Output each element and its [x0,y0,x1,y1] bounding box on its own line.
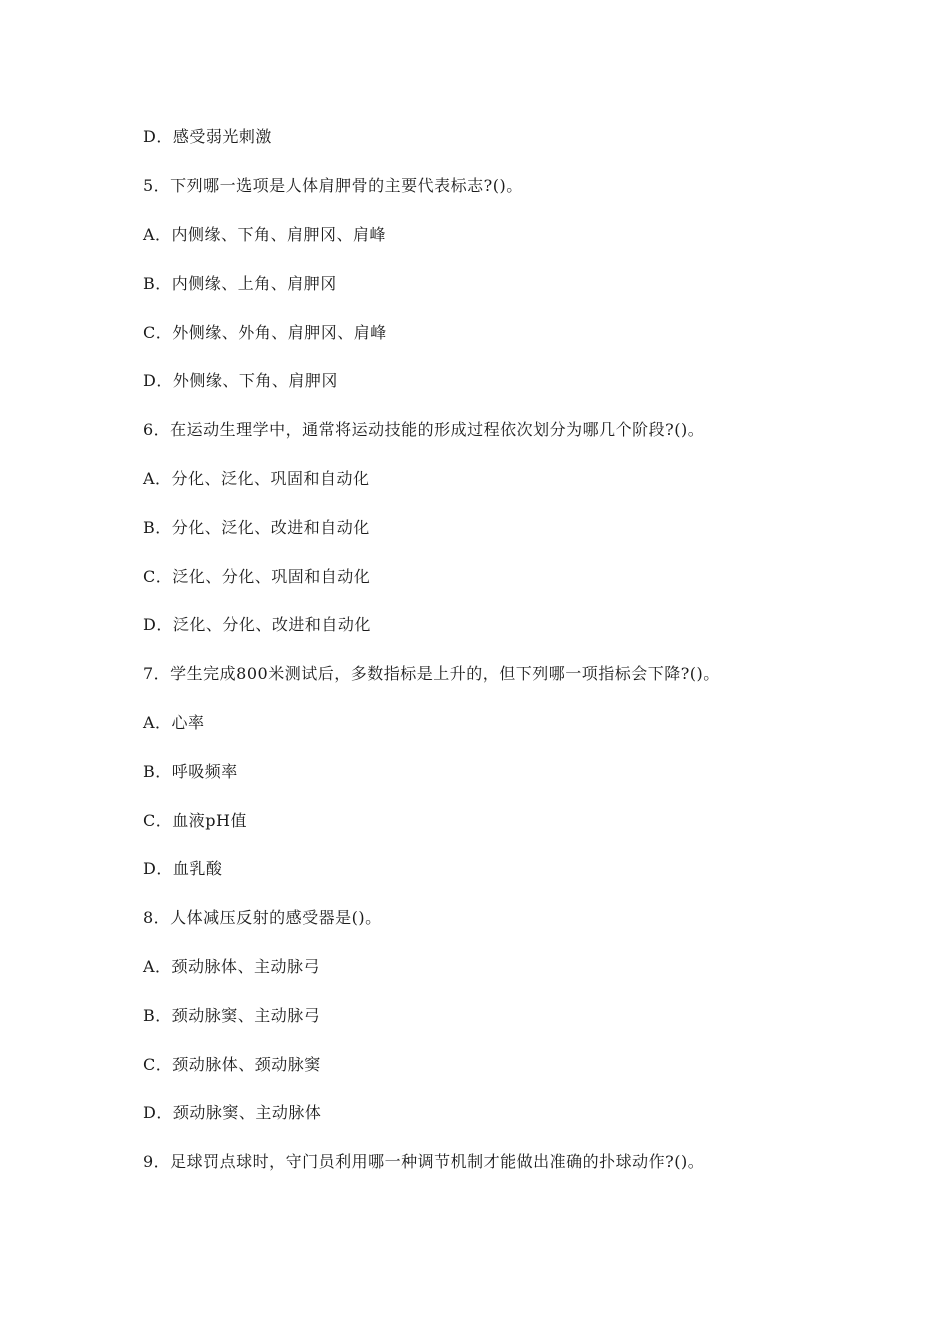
option-7b: B．呼吸频率 [143,762,238,781]
option-7d: D．血乳酸 [143,859,223,878]
option-8d: D．颈动脉窦、主动脉体 [143,1103,322,1122]
option-6b: B．分化、泛化、改进和自动化 [143,518,370,537]
option-5c: C．外侧缘、外角、肩胛冈、肩峰 [143,323,387,342]
option-8a: A．颈动脉体、主动脉弓 [143,957,321,976]
question-9: 9．足球罚点球时，守门员利用哪一种调节机制才能做出准确的扑球动作?()。 [143,1152,705,1171]
option-6a: A．分化、泛化、巩固和自动化 [143,469,370,488]
question-5: 5．下列哪一选项是人体肩胛骨的主要代表标志?()。 [143,176,523,195]
option-5a: A．内侧缘、下角、肩胛冈、肩峰 [143,225,387,244]
option-5b: B．内侧缘、上角、肩胛冈 [143,274,337,293]
option-4d: D．感受弱光刺激 [143,127,272,146]
option-6c: C．泛化、分化、巩固和自动化 [143,567,371,586]
option-7c: C．血液pH值 [143,811,247,830]
option-8c: C．颈动脉体、颈动脉窦 [143,1055,321,1074]
option-6d: D．泛化、分化、改进和自动化 [143,615,371,634]
question-7: 7．学生完成800米测试后，多数指标是上升的，但下列哪一项指标会下降?()。 [143,664,720,683]
option-8b: B．颈动脉窦、主动脉弓 [143,1006,321,1025]
question-8: 8．人体减压反射的感受器是()。 [143,908,382,927]
option-5d: D．外侧缘、下角、肩胛冈 [143,371,338,390]
option-7a: A．心率 [143,713,205,732]
question-6: 6．在运动生理学中，通常将运动技能的形成过程依次划分为哪几个阶段?()。 [143,420,705,439]
